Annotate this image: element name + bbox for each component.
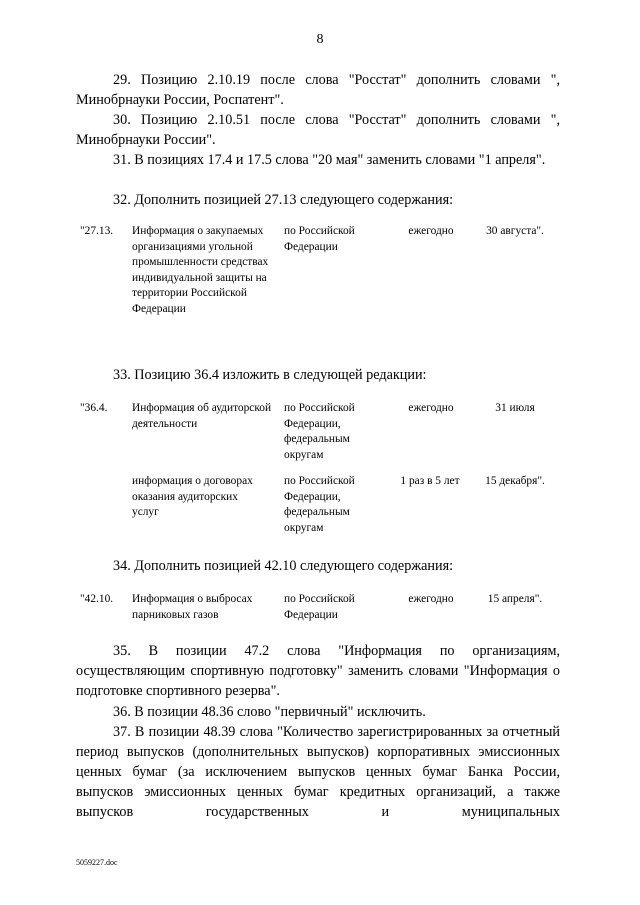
table-36-4-row1-scope: по Российской Федерации, федеральным округам bbox=[284, 402, 355, 461]
table-42-10-scope: по Российской Федерации bbox=[284, 593, 355, 621]
table-27-13-number: "27.13. bbox=[80, 225, 114, 237]
table-42-10-number: "42.10. bbox=[80, 593, 114, 605]
page-number: 8 bbox=[316, 32, 324, 47]
table-36-4-row2-info: информация о договорах оказания аудиторских услуг bbox=[132, 475, 253, 519]
table-36-4-row2-scope: по Российской Федерации, федеральным округам bbox=[284, 475, 355, 534]
table-27-13-period: ежегодно bbox=[408, 225, 454, 237]
table-42-10-period: ежегодно bbox=[408, 593, 454, 605]
table-36-4-number: "36.4. bbox=[80, 402, 108, 414]
table-27-13-info: Информация о закупаемых организациями угольной промышленности средствах индивидуальной защиты на территории Российской Федерации bbox=[132, 225, 269, 315]
table-42-10-date: 15 апреля". bbox=[487, 593, 543, 605]
paragraph-37: 37. В позиции 48.39 слова "Количество зарегистрированных за отчетный период выпусков (дополнительных выпусков) корпоративных эмиссионных ценных бумаг (за исключением выпусков ценных бумаг Банка России, выпусков эмиссионных ценных бумаг кредитных организаций, а также выпусков государственных и муниципальных bbox=[76, 724, 560, 820]
footer-filename: 5059227.doc bbox=[76, 858, 118, 867]
table-36-4-row2-period: 1 раз в 5 лет bbox=[400, 475, 460, 487]
paragraph-29: 29. Позицию 2.10.19 после слова "Росстат" дополнить словами ", Минобрнауки России, Роспатент". bbox=[76, 72, 560, 108]
paragraph-34: 34. Дополнить позицией 42.10 следующего содержания: bbox=[113, 558, 454, 574]
table-36-4-row1-info: Информация об аудиторской деятельности bbox=[132, 402, 272, 430]
table-36-4-row2-date: 15 декабря". bbox=[485, 475, 545, 487]
paragraph-30: 30. Позицию 2.10.51 после слова "Росстат" дополнить словами ", Минобрнауки России". bbox=[76, 112, 560, 148]
table-42-10-info: Информация о выбросах парниковых газов bbox=[132, 593, 253, 621]
table-27-13-scope: по Российской Федерации bbox=[284, 225, 355, 253]
paragraph-35: 35. В позиции 47.2 слова "Информация по организациям, осуществляющим спортивную подготовку" заменить словами "Информация о подготовке спортивного резерва". bbox=[76, 643, 560, 699]
table-27-13-date: 30 августа". bbox=[486, 225, 544, 237]
paragraph-31: 31. В позициях 17.4 и 17.5 слова "20 мая" заменить словами "1 апреля". bbox=[113, 152, 546, 168]
table-36-4-row1-date: 31 июля bbox=[495, 402, 535, 414]
paragraph-36: 36. В позиции 48.36 слово "первичный" исключить. bbox=[113, 704, 426, 720]
paragraph-32: 32. Дополнить позицией 27.13 следующего содержания: bbox=[113, 192, 454, 208]
paragraph-33: 33. Позицию 36.4 изложить в следующей редакции: bbox=[113, 367, 427, 383]
table-36-4-row1-period: ежегодно bbox=[408, 402, 454, 414]
